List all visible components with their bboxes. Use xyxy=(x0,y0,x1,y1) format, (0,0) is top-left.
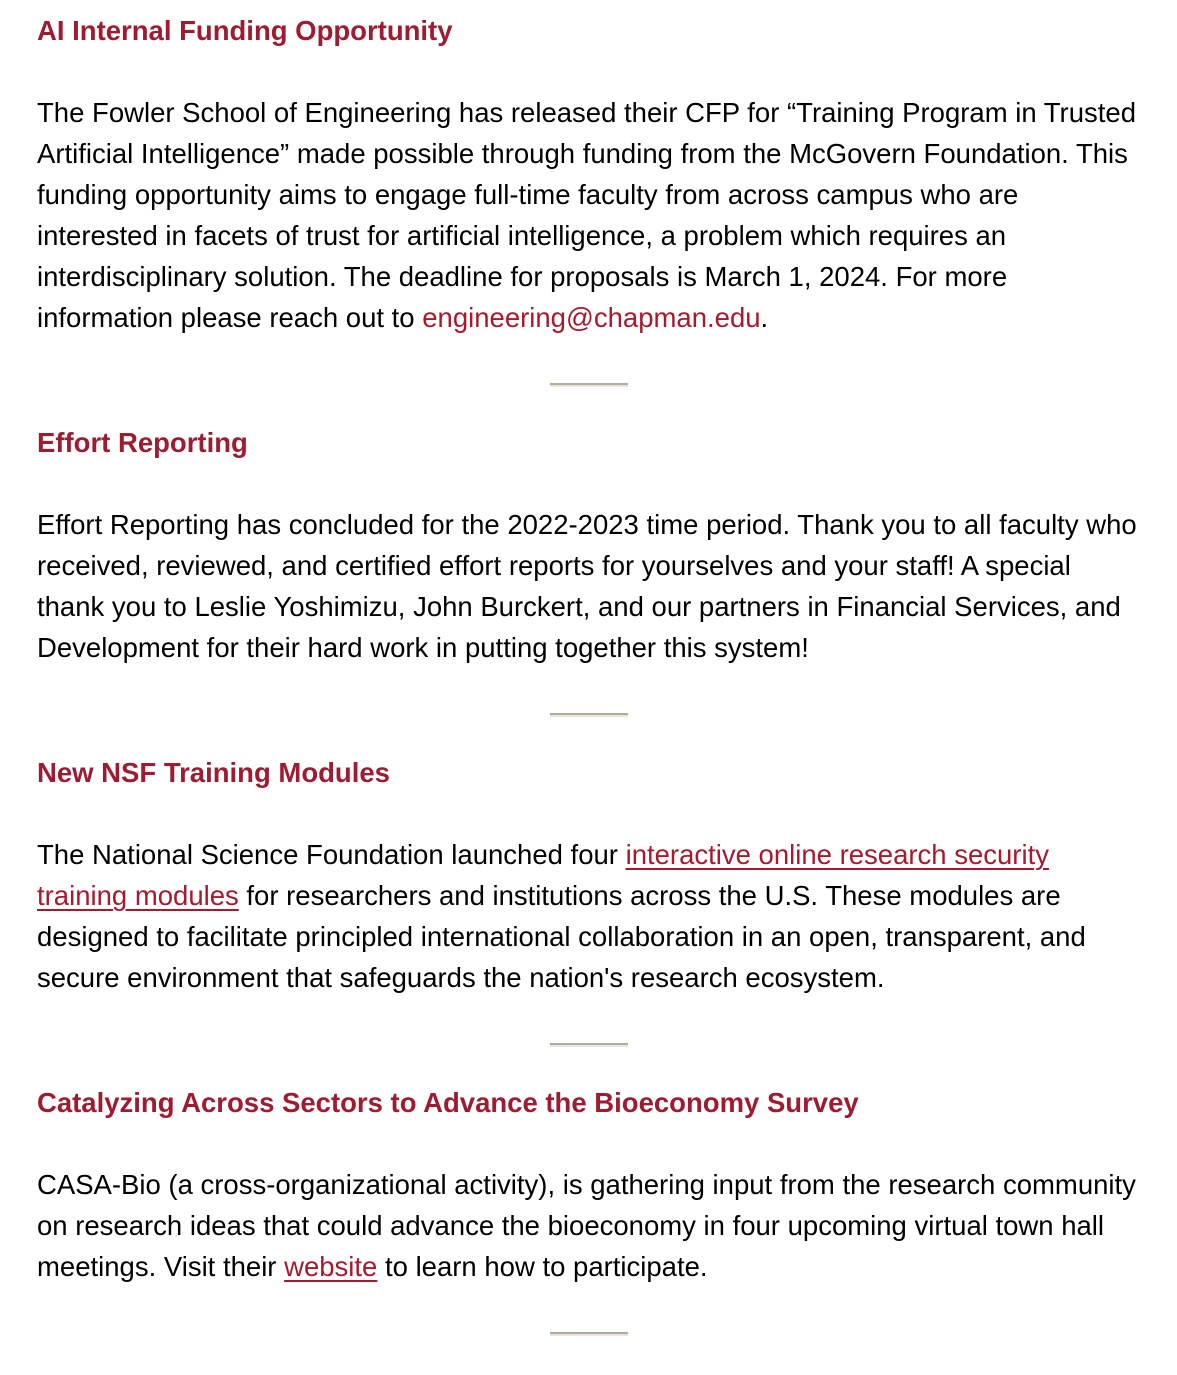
section-divider xyxy=(550,383,628,387)
section-heading-effort-reporting: Effort Reporting xyxy=(37,427,248,458)
training-modules-link[interactable]: interactive online research security training modules xyxy=(37,839,1049,911)
casa-bio-website-link[interactable]: website xyxy=(284,1251,378,1282)
paragraph-text: The Fowler School of Engineering has released their CFP for “Training Program in Trusted Artificial Intelligence” made possible through funding from the McGovern Foundation. This funding opportunity aims to engage full-time faculty from across campus who are interested in facets of trust for artificial intelligence, a problem which requires an interdisciplinary solution. The deadline for proposals is March 1, 2024. For more information please reach out to xyxy=(37,97,1136,333)
section-paragraph xyxy=(37,504,1140,668)
paragraph-text: Effort Reporting has concluded for the 2022-2023 time period. Thank you to all faculty who received, reviewed, and certified effort reports for yourselves and your staff! A special thank you to Leslie Yoshimizu, John Burckert, and our partners in Financial Services, and Development for their hard work in putting together this system! xyxy=(37,509,1137,663)
section-nsf-training-modules xyxy=(37,752,1140,1047)
paragraph-text: to learn how to participate. xyxy=(377,1251,708,1282)
section-casa-bio-survey xyxy=(37,1082,1140,1336)
section-effort-reporting xyxy=(37,422,1140,717)
paragraph-text: CASA-Bio (a cross-organizational activity), is gathering input from the research community on research ideas that could advance the bioeconomy in four upcoming virtual town hall meetings. Visit their xyxy=(37,1169,1136,1282)
section-divider xyxy=(550,1043,628,1047)
paragraph-text: . xyxy=(760,302,769,333)
paragraph-text: for researchers and institutions across the U.S. These modules are designed to facilitate principled international collaboration in an open, transparent, and secure environment that safeguards the nation's research ecosystem. xyxy=(37,880,1086,993)
section-divider xyxy=(550,1332,628,1336)
paragraph-text: The National Science Foundation launched four xyxy=(37,839,626,870)
section-ai-internal-funding xyxy=(37,10,1140,387)
email-link-engineering-chapman[interactable]: engineering@chapman.edu xyxy=(422,302,761,333)
section-heading-nsf-training-modules: New NSF Training Modules xyxy=(37,757,390,788)
section-heading-casa-bio-survey: Catalyzing Across Sectors to Advance the Bioeconomy Survey xyxy=(37,1087,859,1118)
section-paragraph xyxy=(37,834,1140,998)
section-paragraph xyxy=(37,1164,1140,1287)
section-heading-ai-internal-funding: AI Internal Funding Opportunity xyxy=(37,15,453,46)
section-divider xyxy=(550,713,628,717)
section-paragraph xyxy=(37,92,1140,338)
